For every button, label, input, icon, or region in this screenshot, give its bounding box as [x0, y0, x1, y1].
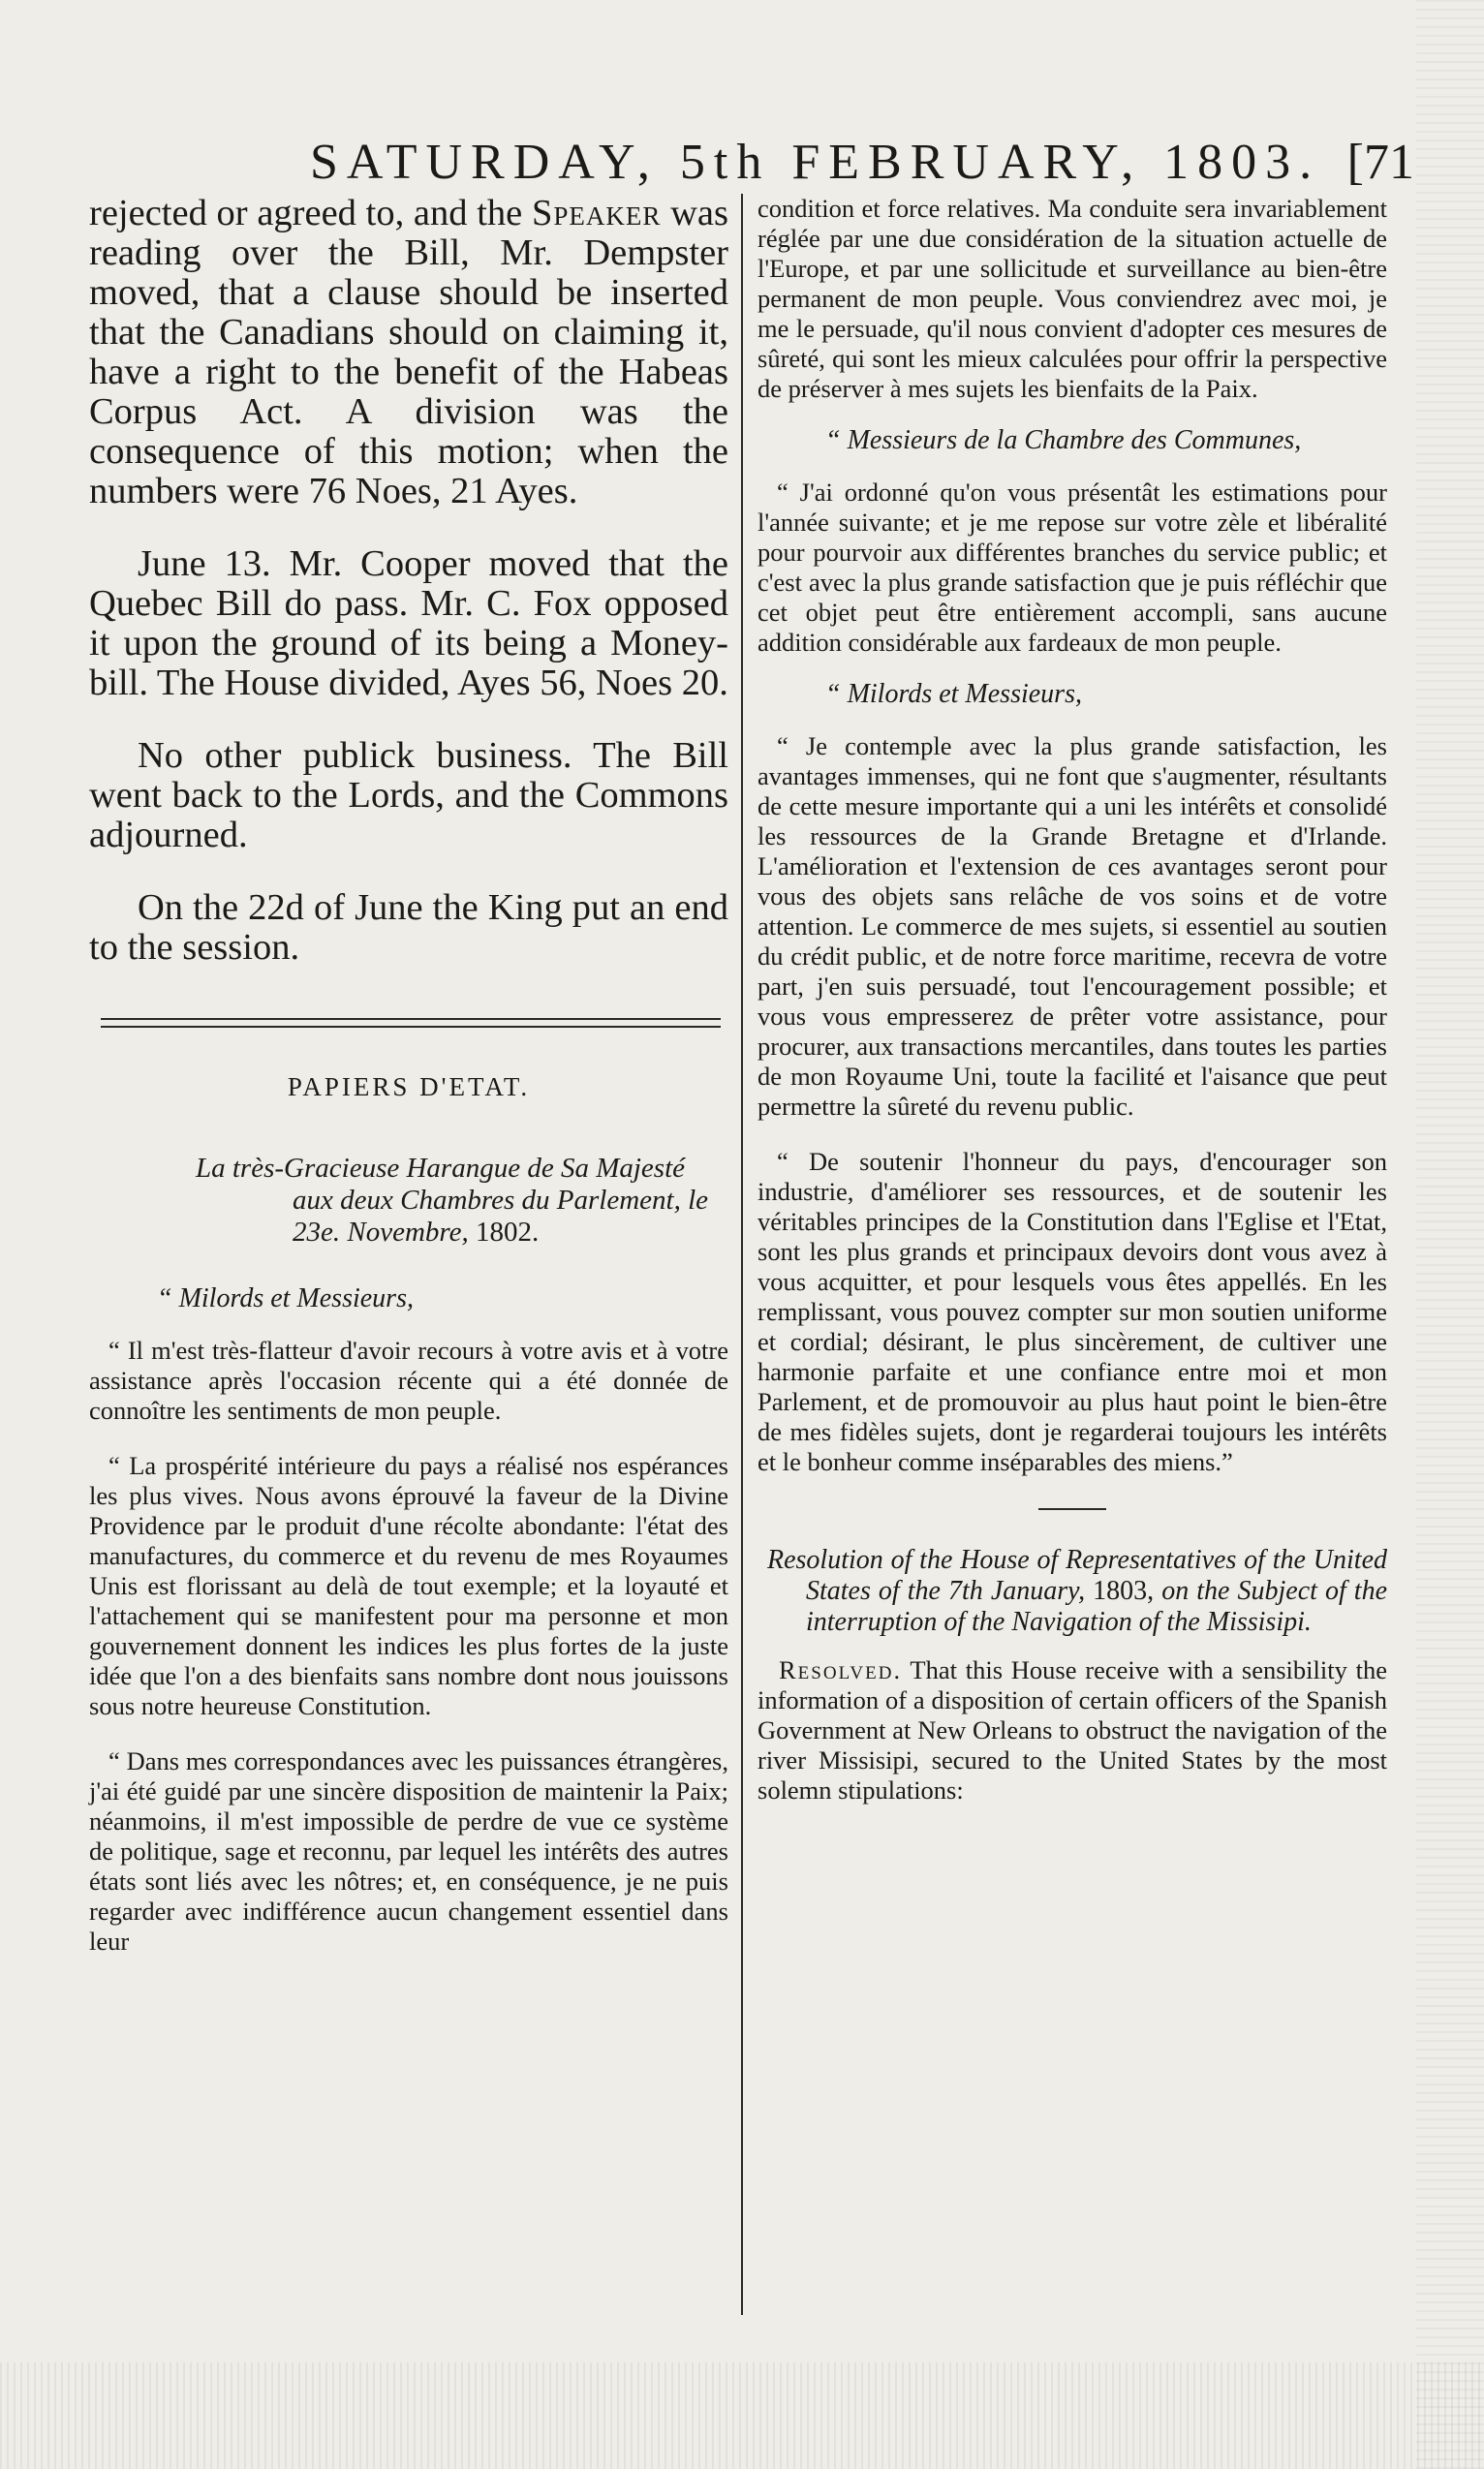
report-text: rejected or agreed to, and the [89, 193, 532, 233]
resolution-heading-text: Resolution of the House of Representatives of the United States of the 7th January, [767, 1545, 1387, 1606]
salutation: “ Messieurs de la Chambre des Communes, [825, 425, 1302, 455]
speech-heading [196, 1153, 728, 1249]
speech-paragraph: “ La prospérité intérieure du pays a réalisé nos espérances les plus vives. Nous avons éprouvé la faveur de la Divine Providence par le produit d'une récolte abondante: l'état des manufactures, du commerce et du revenu de mes Royaumes Unis est florissant au delà de tout exemple; et la loyauté et l'attachement qui se manifestent pour ma personne et mon gouvernement donnent les indices les plus fortes de la juste idée que l'on a des bienfaits sans nombre dont nous jouissons sous notre heureuse Constitution. [89, 1451, 728, 1720]
speech-heading-year: 1802. [468, 1217, 540, 1248]
speech-text [89, 1283, 728, 1957]
resolution-text: That this House receive with a sensibility the information of a disposition of certain officers of the Spanish Government at New Orleans to obstruct the navigation of the river Missisipi, secured to the United States by the most solemn stipulations: [757, 1655, 1387, 1805]
speech-paragraph: “ Il m'est très-flatteur d'avoir recours à votre avis et à votre assistance après l'occasion récente qui a été donnée de connoître les sentiments de mon peuple. [89, 1336, 728, 1425]
scan-edge [1416, 0, 1484, 2469]
salutation: “ Milords et Messieurs, [825, 679, 1082, 709]
resolved-word: Resolved. [779, 1655, 903, 1684]
parliament-report [89, 194, 728, 968]
speaker-word: Speaker [531, 193, 662, 233]
resolution-heading-text: on the Subject of the interruption of the Navigation of the Missisipi. [806, 1576, 1388, 1637]
speech-heading-text: La très-Gracieuse Harangue de Sa Majesté aux deux Chambres du Parlement, le 23e. Novembre, [196, 1153, 708, 1248]
resolution-year: 1803, [1085, 1576, 1162, 1606]
report-paragraph: No other publick business. The Bill went back to the Lords, and the Commons adjourned. [89, 735, 728, 855]
speech-paragraph: “ Je contemple avec la plus grande satisfaction, les avantages immenses, qui ne font que s'augmenter, résultants de cette mesure importante qui a uni les intérêts et consolidé les ressources de la Grande Bretagne et d'Irlande. L'amélioration et l'extension de ces avantages seront pour vous des objets sans relâche de vos soins et de votre attention. Le commerce de mes sujets, si essentiel au soutien du crédit public, et de notre force maritime, recevra de votre part, j'en suis persuadé, tout l'encouragement possible; et vous vous empresserez de prêter votre assistance, pour procurer, aux transactions mercantiles, dans toutes les parties de mon Royaume Uni, toute la facilité et l'aisance que peut permettre la sûreté du revenu public. [757, 731, 1387, 1121]
page-number: [71 [1346, 135, 1414, 190]
left-column [89, 194, 728, 1957]
speech-paragraph: “ De soutenir l'honneur du pays, d'encourager son industrie, d'améliorer ses ressources, et de soutenir les véritables principes de la Constitution dans l'Eglise et l'Etat, sont les plus grands et principaux devoirs dont vous avez à vous acquitter, et pour lesquels vous êtes appellés. En les remplissant, vous pouvez compter sur mon soutien uniforme et cordial; désirant, le plus sincèrement, de cultiver une harmonie parfaite et une confiance entre moi et mon Parlement, et de promouvoir au plus haut point le bien-être de mes fidèles sujets, dont je regarderai toujours les intérêts et le bonheur comme inséparables des miens.” [757, 1147, 1387, 1476]
short-divider [1038, 1508, 1106, 1510]
speech-paragraph: condition et force relatives. Ma conduite sera invariablement réglée par une due considération de la situation actuelle de l'Europe, et par une sollicitude et surveillance au bien-être permanent de mon peuple. Vous conviendrez avec moi, je me le persuade, qu'il nous convient d'adopter ces mesures de sûreté, qui sont les mieux calculées pour offrir la perspective de préserver à mes sujets les bienfaits de la Paix. [757, 194, 1387, 403]
report-paragraph: June 13. Mr. Cooper moved that the Quebec Bill do pass. Mr. C. Fox opposed it upon the ground of its being a Money-bill. The House divided, Ayes 56, Noes 20. [89, 543, 728, 703]
speech-paragraph: “ J'ai ordonné qu'on vous présentât les estimations pour l'année suivante; et je me repose sur votre zèle et libéralité pour pourvoir aux différentes branches du service public; et c'est avec la plus grande satisfaction que je puis réfléchir que cet objet peut être entièrement accompli, sans aucune addition considérable aux fardeaux de mon peuple. [757, 478, 1387, 657]
section-divider [101, 1018, 721, 1028]
resolution-paragraph [757, 1655, 1387, 1805]
scan-noise [0, 2362, 1484, 2469]
resolution-heading [767, 1545, 1387, 1638]
report-text: was reading over the Bill, Mr. Dempster moved, that a clause should be inserted that the Canadians should on claiming it, have a right to the benefit of the Habeas Corpus Act. A division was the consequence of this motion; when the numbers were 76 Noes, 21 Ayes. [89, 193, 728, 511]
report-paragraph [89, 194, 728, 511]
section-title: PAPIERS D'ETAT. [287, 1072, 531, 1101]
column-divider [741, 194, 743, 2315]
running-header [310, 134, 1414, 192]
report-paragraph: On the 22d of June the King put an end to the session. [89, 887, 728, 968]
speech-continued [757, 194, 1387, 1805]
salutation: “ Milords et Messieurs, [157, 1283, 414, 1313]
running-title: SATURDAY, 5th FEBRUARY, 1803. [310, 135, 1321, 190]
speech-paragraph: “ Dans mes correspondances avec les puissances étrangères, j'ai été guidé par une sincère disposition de maintenir la Paix; néanmoins, il m'est impossible de perdre de vue ce système de politique, sage et reconnu, par lequel les intérêts des autres états sont liés avec les nôtres; et, en conséquence, je ne puis regarder avec indifférence aucun changement essentiel dans leur [89, 1746, 728, 1956]
right-column [757, 194, 1387, 1805]
